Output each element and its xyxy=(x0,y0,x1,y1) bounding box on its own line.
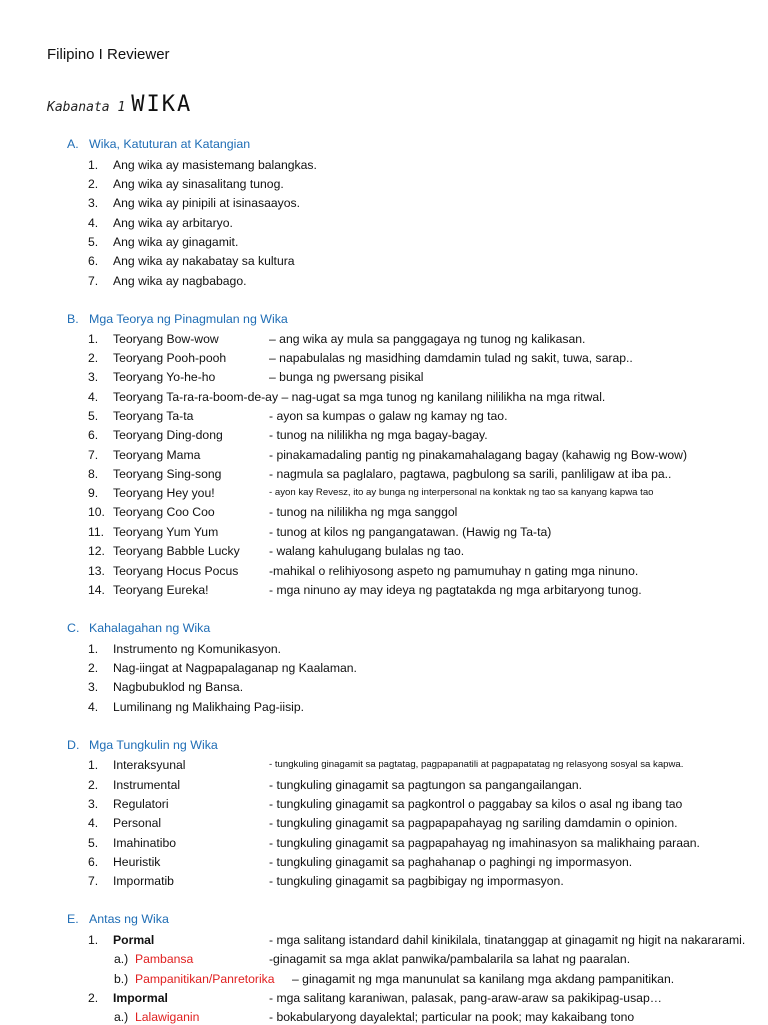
section-e-title: E. Antas ng Wika xyxy=(67,912,169,926)
section-b-title: B. Mga Teorya ng Pinagmulan ng Wika xyxy=(67,312,288,326)
section-d-title: D. Mga Tungkulin ng Wika xyxy=(67,738,218,752)
section-c-title: C. Kahalagahan ng Wika xyxy=(67,621,211,635)
chapter-prefix: Kabanata 1 xyxy=(47,100,126,115)
document-title: Filipino I Reviewer xyxy=(47,46,170,63)
section-a-title: A. Wika, Katuturan at Katangian xyxy=(67,137,251,151)
chapter-heading xyxy=(47,92,192,117)
chapter-word: WIKA xyxy=(131,92,193,117)
